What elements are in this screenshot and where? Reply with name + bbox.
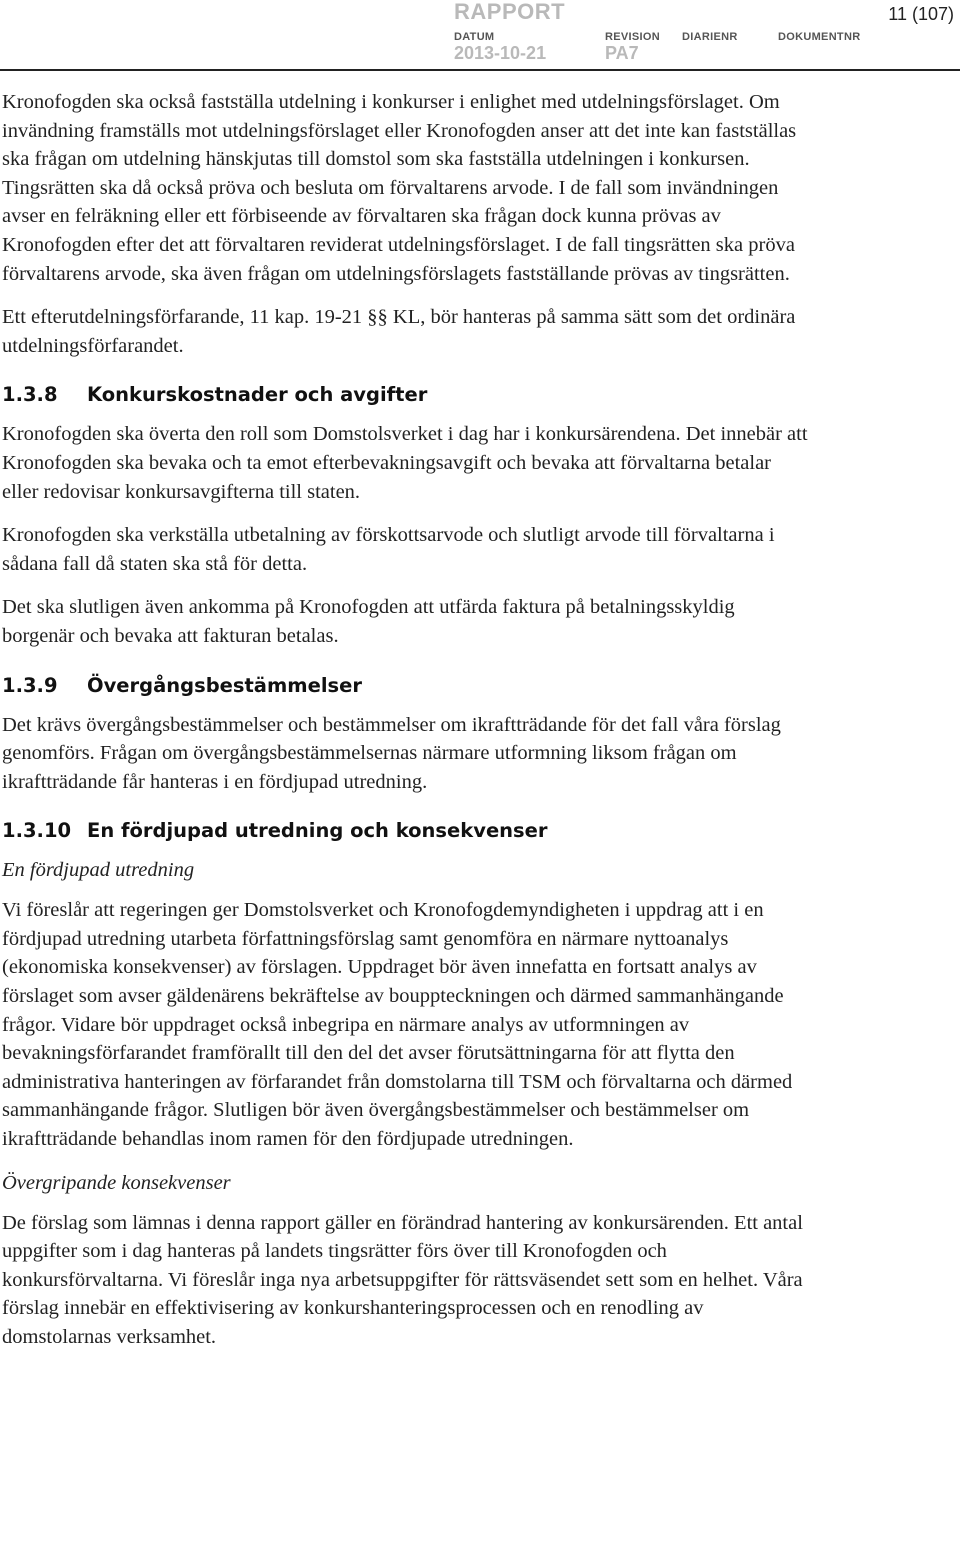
section-number: 1.3.9: [2, 673, 58, 697]
section-number: 1.3.8: [2, 383, 58, 407]
datum-value: 2013-10-21: [454, 43, 547, 63]
paragraph: Kronofogden ska överta den roll som Domstolsverket i dag har i konkursärendena. Det innebär att Kronofogden ska bevaka och ta emot efterbevakningsavgift och bevaka att förvaltarna betalar eller redovisar konkursavgifterna till staten.: [2, 423, 808, 503]
dokumentnr-label: DOKUMENTNR: [778, 31, 861, 43]
section-title: En fördjupad utredning och konsekvenser: [87, 819, 548, 843]
section-title: Konkurskostnader och avgifter: [87, 383, 428, 407]
revision-label: REVISION: [605, 31, 660, 43]
subheading: En fördjupad utredning: [2, 859, 195, 882]
section-heading-1-3-8: [2, 381, 812, 409]
report-label: RAPPORT: [454, 0, 566, 24]
paragraph: Ett efterutdelningsförfarande, 11 kap. 19-21 §§ KL, bör hanteras på samma sätt som det ordinära utdelningsförfarandet.: [2, 306, 796, 357]
paragraph: Vi föreslår att regeringen ger Domstolsverket och Kronofogdemyndigheten i uppdrag att i en fördjupad utredning utarbeta författningsförslag samt genomföra en närmare nyttoanalys (ekonomiska konsekvenser) av förslagen. Uppdraget bör även innefatta en fortsatt analys av förslaget som avser gäldenärens bekräftelse av bouppteckningen och därmed sammanhängande frågor. Vidare bör uppdraget också inbegripa en närmare analys av utformningen av bevakningsförfarandet framförallt till den del det avser förutsättningarna för att flytta den administrativa hanteringen av förfarandet från domstolarna till TSM och förvaltarna och därmed sammanhängande frågor. Slutligen bör även övergångsbestämmelser och bestämmelser om ikraftträdande behandlas inom ramen för den fördjupade utredningen.: [2, 899, 793, 1151]
document-body: [2, 88, 812, 1367]
header-divider: [0, 69, 960, 71]
paragraph: Det krävs övergångsbestämmelser och bestämmelser om ikraftträdande för det fall våra förslag genomförs. Frågan om övergångsbestämmelsernas närmare utformning liksom frågan om ikraftträdande får hanteras i en fördjupad utredning.: [2, 713, 781, 793]
paragraph: Kronofogden ska också fastställa utdelning i konkurser i enlighet med utdelningsförslaget. Om invändning framställs mot utdelningsförslaget eller Kronofogden anser att det inte kan fastställas ska frågan om utdelning hänskjutas till domstol som ska fastställa utdelningen i konkursen. Tingsrätten ska då också pröva och besluta om förvaltarens arvode. I de fall som invändningen avser en felräkning eller ett förbiseende av förvaltaren ska frågan dock kunna prövas av Kronofogden efter det att förvaltaren reviderat utdelningsförslaget. I de fall tingsrätten ska pröva förvaltarens arvode, ska även frågan om utdelningsförslagets fastställande prövas av tingsrätten.: [2, 91, 797, 285]
section-title: Övergångsbestämmelser: [87, 673, 362, 697]
subheading: Övergripande konsekvenser: [2, 1171, 231, 1194]
datum-label: DATUM: [454, 31, 495, 43]
section-number: 1.3.10: [2, 819, 72, 843]
page-number: 11 (107): [888, 4, 954, 24]
paragraph: Kronofogden ska verkställa utbetalning av förskottsarvode och slutligt arvode till förvaltarna i sådana fall då staten ska stå för detta.: [2, 524, 775, 575]
document-header: [0, 0, 960, 70]
diarienr-label: DIARIENR: [682, 31, 738, 43]
section-heading-1-3-10: [2, 817, 812, 845]
paragraph: De förslag som lämnas i denna rapport gäller en förändrad hantering av konkursärenden. Ett antal uppgifter som i dag hanteras på landets tingsrätter förs över till Kronofogden och konkursförvaltarna. Vi föreslår inga nya arbetsuppgifter för rättsväsendet sett som en helhet. Våra förslag innebär en effektivisering av konkurshanteringsprocessen och en renodling av domstolarnas verksamhet.: [2, 1211, 803, 1348]
paragraph: Det ska slutligen även ankomma på Kronofogden att utfärda faktura på betalningsskyldig borgenär och bevaka att fakturan betalas.: [2, 596, 735, 647]
section-heading-1-3-9: [2, 672, 812, 700]
revision-value: PA7: [605, 43, 639, 63]
